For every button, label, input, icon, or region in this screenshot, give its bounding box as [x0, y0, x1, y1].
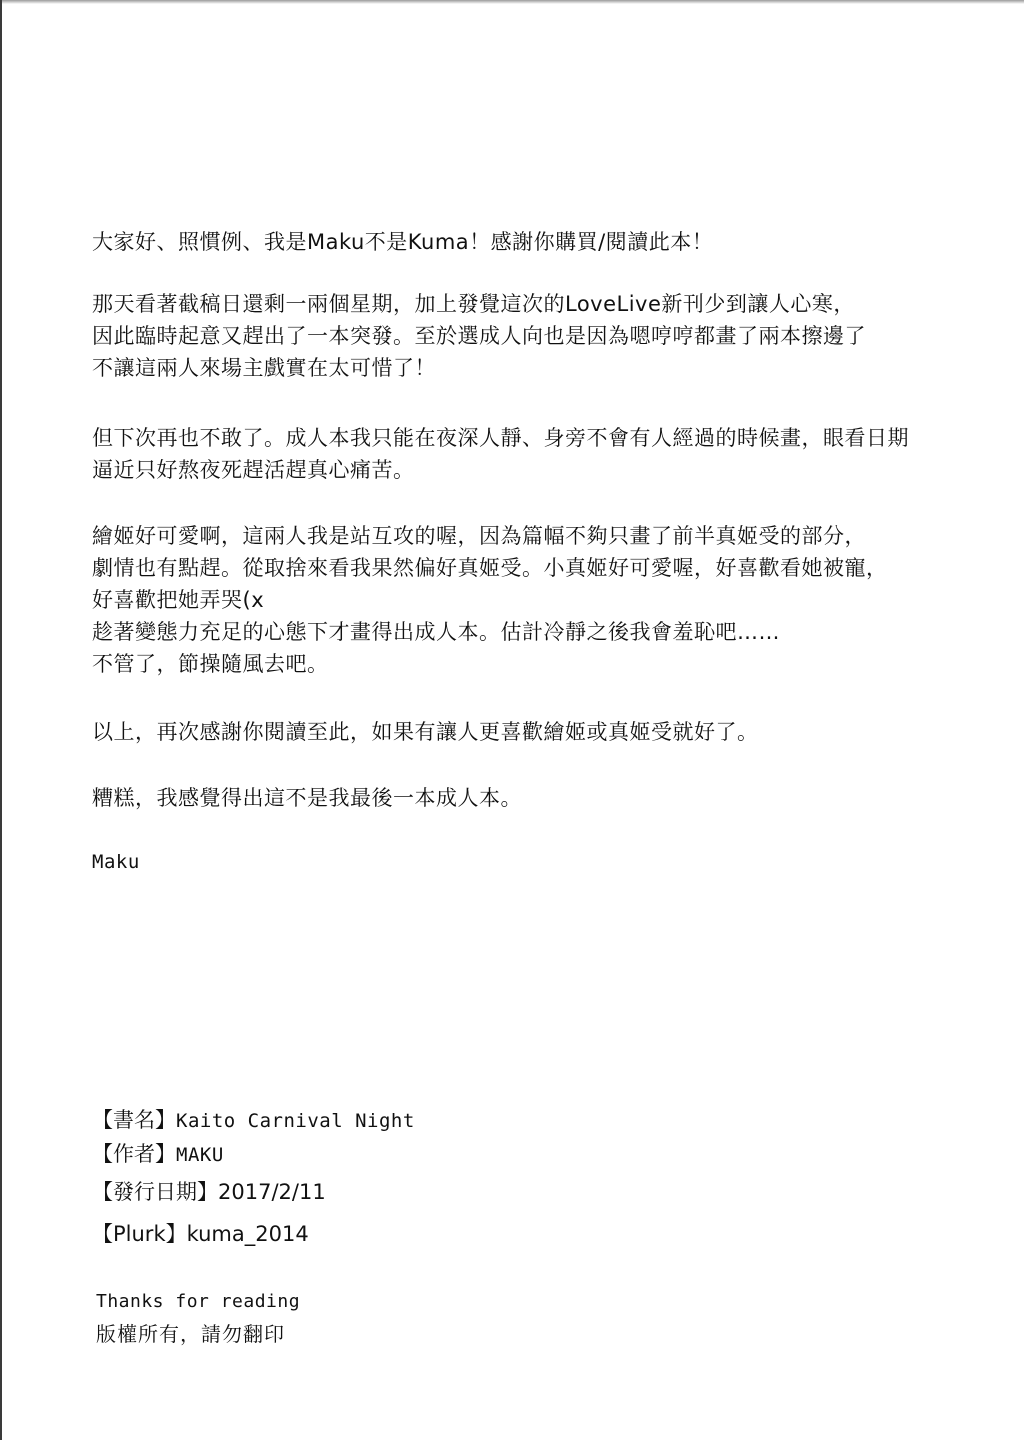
colophon-plurk-value: kuma_2014: [186, 1222, 309, 1246]
paragraph-line: 逼近只好熬夜死趕活趕真心痛苦。: [92, 458, 415, 482]
signature-text: Maku: [92, 851, 140, 873]
thanks-line: Thanks for reading: [96, 1291, 301, 1312]
paragraph-line: 不管了，節操隨風去吧。: [92, 652, 329, 676]
colophon-title-label: 【書名】: [92, 1108, 176, 1132]
paragraph-line: 那天看著截稿日還剩一兩個星期，加上發覺這次的LoveLive新刊少到讓人心寒，: [92, 292, 855, 316]
top-edge-shadow: [2, 0, 1024, 4]
colophon-author-value: MAKU: [176, 1144, 224, 1166]
colophon-date-value: 2017/2/11: [218, 1180, 326, 1204]
footer-block: [96, 1286, 300, 1350]
colophon-author-label: 【作者】: [92, 1142, 176, 1166]
colophon-title-row: [92, 1104, 415, 1137]
greeting-paragraph: [92, 226, 713, 258]
paragraph-line: 但下次再也不敢了。成人本我只能在夜深人靜、身旁不會有人經過的時候畫，眼看日期: [92, 426, 909, 450]
colophon-author-row: [92, 1138, 224, 1171]
paragraph-line: 繪姬好可愛啊，這兩人我是站互攻的喔，因為篇幅不夠只畫了前半真姬受的部分，: [92, 524, 866, 548]
signature: [92, 846, 140, 878]
paragraph-never-again: [92, 422, 909, 486]
colophon-date-label: 【發行日期】: [92, 1180, 218, 1204]
colophon-plurk-label: 【Plurk】: [92, 1222, 187, 1246]
copyright-line: 版權所有，請勿翻印: [96, 1322, 285, 1346]
colophon-date-row: [92, 1176, 326, 1208]
paragraph-line: 以上，再次感謝你閱讀至此，如果有讓人更喜歡繪姬或真姬受就好了。: [92, 720, 759, 744]
paragraph-line: 不讓這兩人來場主戲實在太可惜了！: [92, 356, 436, 380]
greeting-line: 大家好、照慣例、我是Maku不是Kuma！感謝你購買/閱讀此本！: [92, 230, 714, 254]
paragraph-closing: [92, 782, 522, 814]
colophon-plurk-row: [92, 1218, 309, 1250]
paragraph-couple: [92, 520, 888, 680]
paragraph-line: 好喜歡把她弄哭(x: [92, 588, 265, 612]
paragraph-line: 趁著變態力充足的心態下才畫得出成人本。估計冷靜之後我會羞恥吧……: [92, 620, 780, 644]
colophon-title-value: Kaito Carnival Night: [176, 1110, 415, 1132]
paragraph-thanks: [92, 716, 759, 748]
paragraph-line: 因此臨時起意又趕出了一本突發。至於選成人向也是因為嗯哼哼都畫了兩本擦邊了: [92, 324, 866, 348]
paragraph-line: 劇情也有點趕。從取捨來看我果然偏好真姬受。小真姬好可愛喔，好喜歡看她被寵，: [92, 556, 888, 580]
paragraph-deadline: [92, 288, 866, 384]
paragraph-line: 糟糕，我感覺得出這不是我最後一本成人本。: [92, 786, 522, 810]
